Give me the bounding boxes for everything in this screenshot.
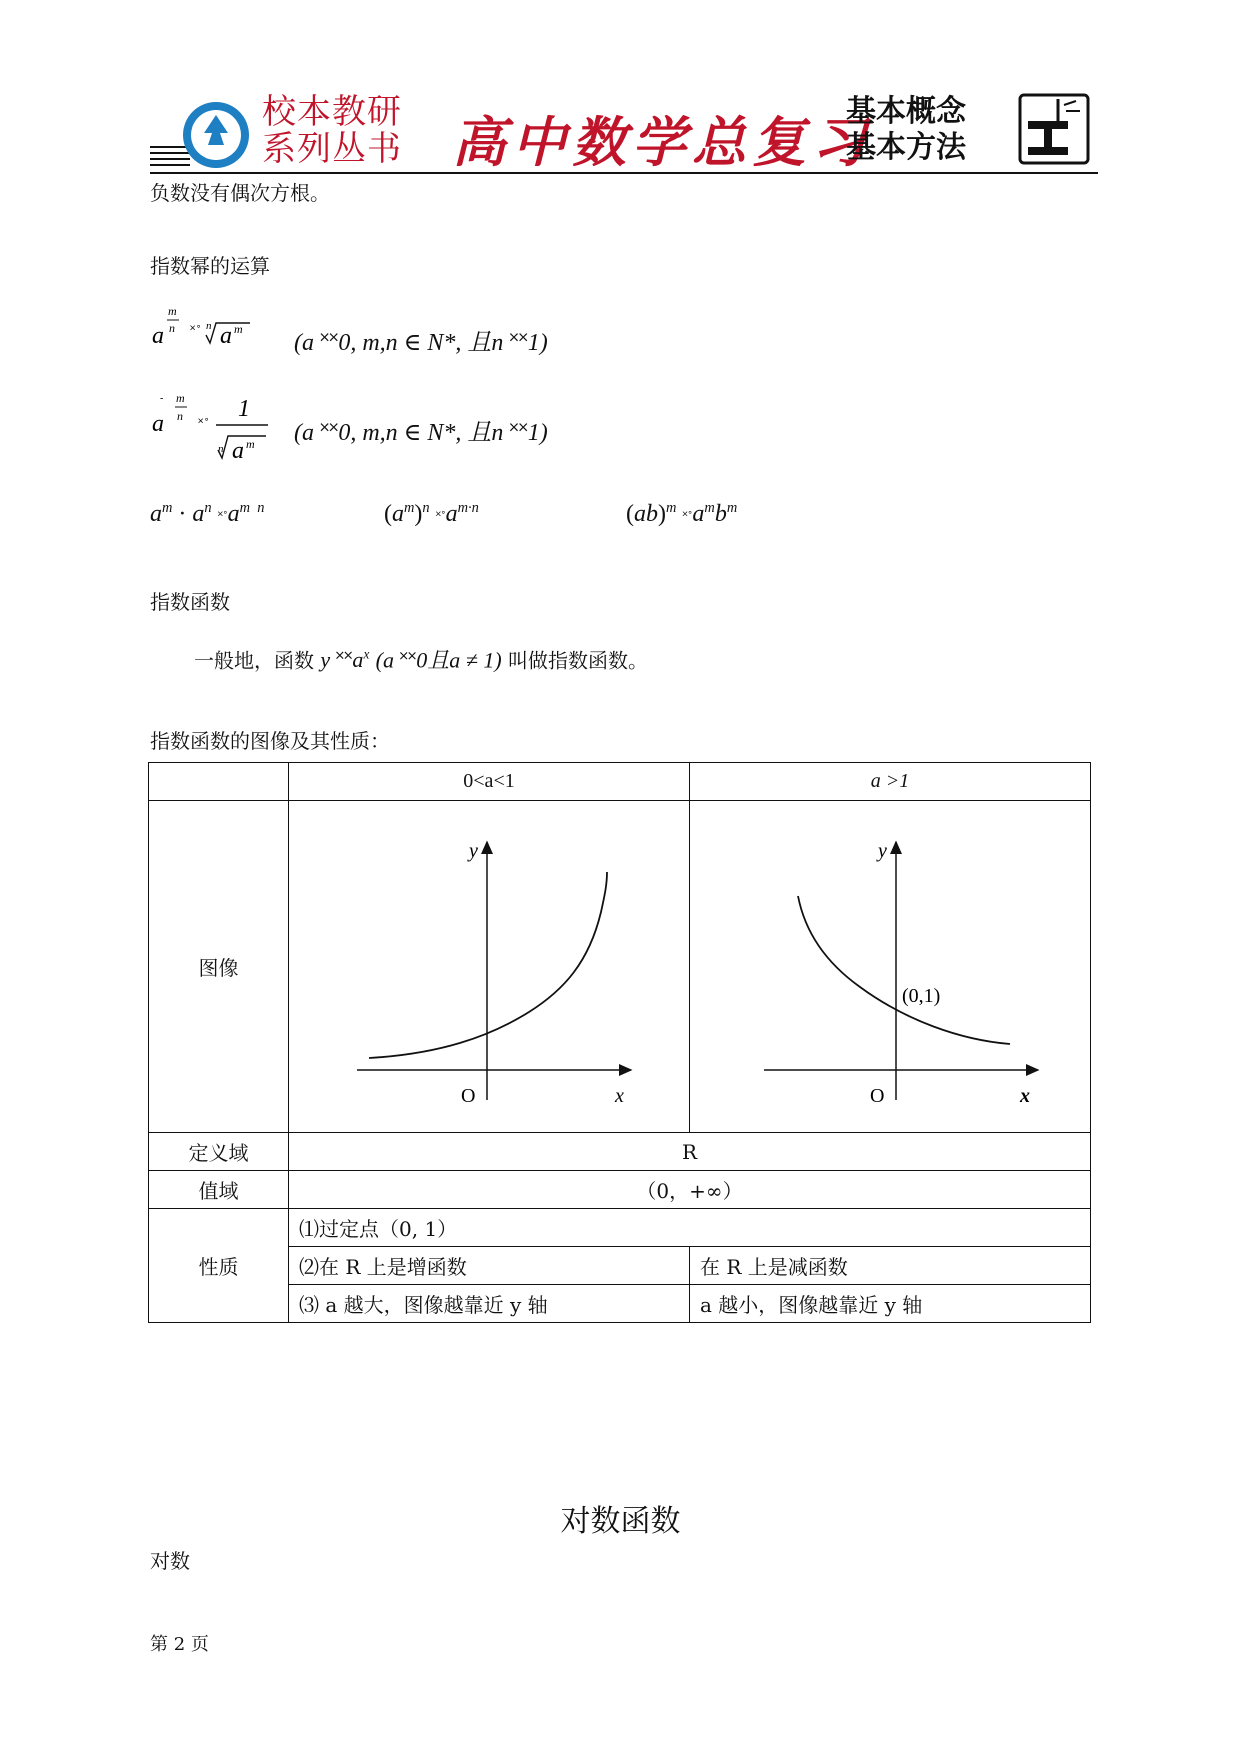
- graph-cell-2: [690, 801, 1091, 1133]
- definition-formula-exp: x: [363, 647, 370, 662]
- row-label-image: 图像: [149, 801, 289, 1133]
- formula-2-condition: (a ˟˟0, m,n ∈ N*, 且n ˟˟1): [294, 420, 548, 446]
- series-line2: 系列丛书: [262, 129, 402, 169]
- svg-text:a: a: [152, 323, 164, 349]
- svg-text:˟˚: ˟˚: [198, 417, 209, 432]
- formula-2: [150, 392, 280, 466]
- book-title: 高中数学总复习: [452, 110, 872, 174]
- formula-3a: $a^m \cdot a^n$ $˟˚a^{m n}$: [150, 500, 265, 527]
- formula-1-condition: (a ˟˟0, m,n ∈ N*, 且n ˟˟1): [294, 330, 548, 356]
- property-3-left: ⑶ a 越大，图像越靠近 y 轴: [289, 1285, 690, 1323]
- concept-line1: 基本概念: [846, 94, 966, 129]
- svg-text:m: m: [168, 305, 177, 318]
- property-2-right: 在 R 上是减函数: [690, 1247, 1091, 1285]
- svg-text:˟˚: ˟˚: [190, 324, 201, 339]
- svg-text:n: n: [177, 409, 183, 423]
- series-name: [262, 94, 402, 168]
- definition-mid: 叫做: [508, 648, 549, 673]
- log-subtitle: 对数: [150, 1549, 190, 1573]
- table-row-prop1: [149, 1209, 1091, 1247]
- formula-2-lhs: [150, 392, 280, 466]
- recycle-logo-icon: [150, 95, 260, 175]
- header-0-lt-a-lt-1: 0<a<1: [289, 763, 690, 801]
- table-row-domain: [149, 1133, 1091, 1171]
- svg-text:a: a: [152, 411, 164, 437]
- table-corner-cell: [149, 763, 289, 801]
- graph-increasing: [289, 802, 689, 1132]
- page-header: [0, 0, 1241, 180]
- formula-1-lhs: [150, 305, 270, 355]
- formula-3b: $(a^m)^n$ $˟˚a^{m\cdot n}$: [384, 500, 479, 527]
- definition-prefix: 一般地，函数: [194, 648, 314, 673]
- table-header-row: [149, 763, 1091, 801]
- svg-text:n: n: [218, 443, 224, 455]
- range-value: （0，+∞）: [289, 1171, 1091, 1209]
- section-heading-power: 指数幂的运算: [150, 254, 270, 278]
- origin-label: O: [870, 1084, 885, 1107]
- y-axis-label: y: [469, 839, 478, 862]
- row-label-domain: 定义域: [149, 1133, 289, 1171]
- section-heading-graph: 指数函数的图像及其性质：: [150, 729, 390, 753]
- point-label: (0,1): [902, 984, 941, 1007]
- table-row-image: [149, 801, 1091, 1133]
- page-number: 第 2 页: [150, 1634, 209, 1655]
- concept-line2: 基本方法: [846, 130, 966, 165]
- exp-curve: [798, 896, 1010, 1044]
- definition-end: 。: [628, 648, 649, 673]
- svg-text:a: a: [232, 438, 244, 464]
- x-axis-label: x: [615, 1084, 624, 1107]
- definition-line: [194, 642, 648, 673]
- definition-formula-base: y ˟˟a: [320, 647, 364, 673]
- definition-term: 指数函数: [548, 648, 629, 673]
- row-label-range: 值域: [149, 1171, 289, 1209]
- exp-curve: [369, 872, 607, 1058]
- definition-formula: [320, 647, 369, 672]
- graph-cell-1: [289, 801, 690, 1133]
- crane-logo-icon: [1018, 93, 1090, 165]
- formula-2-numerator: 1: [238, 396, 250, 422]
- table-row-range: [149, 1171, 1091, 1209]
- svg-text:n: n: [206, 320, 212, 332]
- book-subtitle: [846, 94, 966, 166]
- header-a-gt-1: a >1: [690, 763, 1091, 801]
- section-heading-function: 指数函数: [150, 590, 230, 614]
- formula-1: [150, 305, 270, 355]
- table-row-prop2: [149, 1247, 1091, 1285]
- graph-decreasing: [690, 802, 1090, 1132]
- header-rule: [150, 172, 1098, 174]
- property-2-left: ⑵在 R 上是增函数: [289, 1247, 690, 1285]
- svg-text:a: a: [220, 323, 232, 349]
- domain-value: R: [289, 1133, 1091, 1171]
- table-row-prop3: [149, 1285, 1091, 1323]
- series-line1: 校本教研: [262, 92, 402, 132]
- properties-table: [148, 762, 1091, 1323]
- note-text: 负数没有偶次方根。: [150, 181, 330, 205]
- svg-text:m: m: [234, 322, 243, 336]
- svg-text:m: m: [246, 437, 255, 451]
- row-label-properties: 性质: [149, 1209, 289, 1323]
- svg-text:n: n: [169, 321, 175, 335]
- x-axis-label: x: [1020, 1084, 1030, 1107]
- property-3-right: a 越小，图像越靠近 y 轴: [690, 1285, 1091, 1323]
- origin-label: O: [461, 1084, 476, 1107]
- log-section-title: 对数函数: [560, 1504, 681, 1539]
- formula-3c: (ab)$^m$ $˟˚a^mb^m$: [626, 500, 738, 527]
- definition-condition: (a ˟˟0且a ≠ 1): [375, 647, 502, 673]
- y-axis-label: y: [878, 839, 887, 862]
- svg-text:m: m: [176, 392, 185, 405]
- property-1: ⑴过定点（0, 1）: [289, 1209, 1091, 1247]
- svg-text:-: -: [160, 393, 164, 404]
